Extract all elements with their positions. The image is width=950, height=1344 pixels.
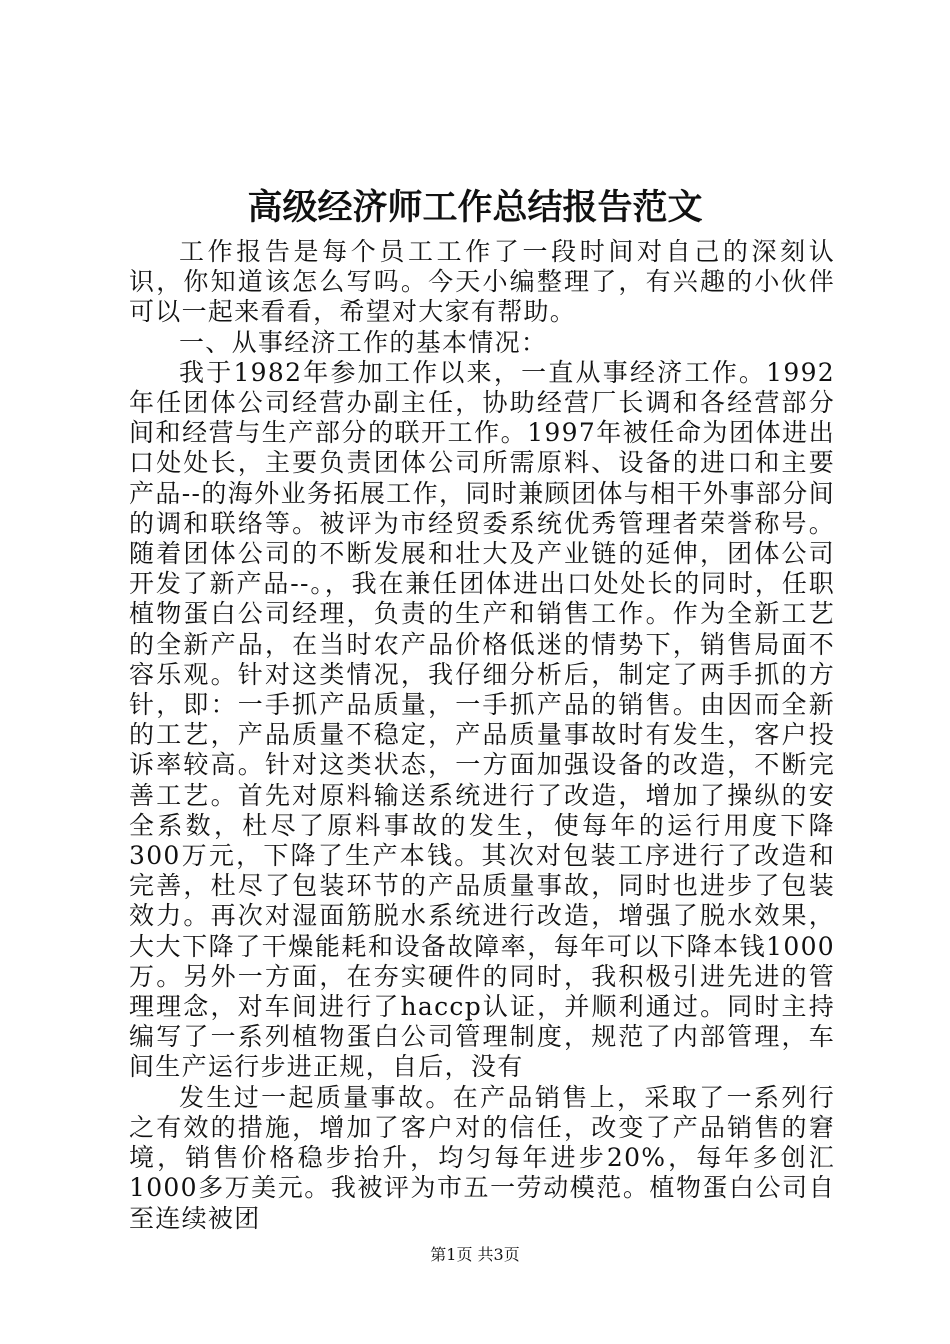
paragraph-intro: 工作报告是每个员工工作了一段时间对自己的深刻认识，你知道该怎么写吗。今天小编整理了，有兴趣的小伙伴可以一起来看看，希望对大家有帮助。: [129, 237, 835, 327]
page-number: 第1页 共3页: [430, 1245, 520, 1264]
document-body: [129, 237, 835, 1234]
paragraph-sales: 发生过一起质量事故。在产品销售上，采取了一系列行之有效的措施，增加了客户对的信任，改变了产品销售的窘境，销售价格稳步抬升，均匀每年进步20%，每年多创汇1000多万美元。我被评为市五一劳动模范。植物蛋白公司自至连续被团: [129, 1082, 835, 1233]
section-heading: 一、从事经济工作的基本情况：: [179, 327, 548, 357]
paragraph-work-history: 我于1982年参加工作以来，一直从事经济工作。1992年任团体公司经营办副主任，协助经营厂长调和各经营部分间和经营与生产部分的联开工作。1997年被任命为团体进出口处处长，主要负责团体公司所需原料、设备的进口和主要产品--的海外业务拓展工作，同时兼顾团体与相干外事部分间的调和联络等。被评为市经贸委系统优秀管理者荣誉称号。随着团体公司的不断发展和壮大及产业链的延伸，团体公司开发了新产品--。，我在兼任团体进出口处处长的同时，任职植物蛋白公司经理，负责的生产和销售工作。作为全新工艺的全新产品，在当时农产品价格低迷的情势下，销售局面不容乐观。针对这类情况，我仔细分析后，制定了两手抓的方针，即：一手抓产品质量，一手抓产品的销售。由因而全新的工艺，产品质量不稳定，产品质量事故时有发生，客户投诉率较高。针对这类状态，一方面加强设备的改造，不断完善工艺。首先对原料输送系统进行了改造，增加了操纵的安全系数，杜尽了原料事故的发生，使每年的运行用度下降300万元，下降了生产本钱。其次对包装工序进行了改造和完善，杜尽了包装环节的产品质量事故，同时也进步了包装效力。再次对湿面筋脱水系统进行改造，增强了脱水效果，大大下降了干燥能耗和设备故障率，每年可以下降本钱1000万。另外一方面，在夯实硬件的同时，我积极引进先进的管理理念，对车间进行了haccp认证，并顺利通过。同时主持编写了一系列植物蛋白公司管理制度，规范了内部管理，车间生产运行步进正规，自后，没有: [129, 357, 835, 1082]
document-title: 高级经济师工作总结报告范文: [247, 187, 703, 228]
